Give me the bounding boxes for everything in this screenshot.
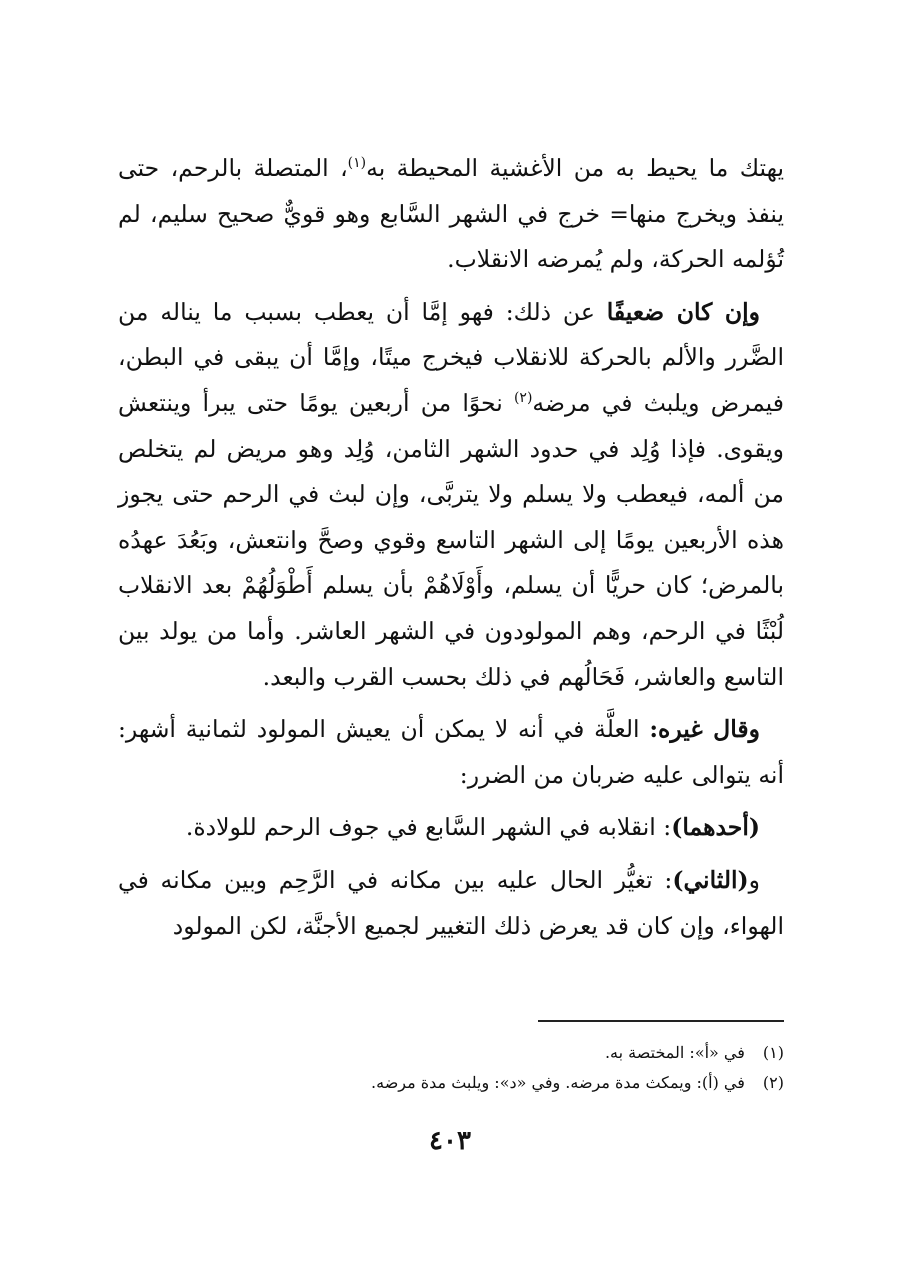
paragraph-lead: (الثاني) [672, 865, 749, 894]
paragraph-text: نحوًا من أربعين يومًا حتى يبرأ وينتعش ويقوى. فإذا وُلِد في حدود الشهر الثامن، وُلِد وهو مريض لم يتخلص من ألمه، فيعطب ولا يسلم ولا يتربَّى، وإن لبث في الرحم حتى يجوز هذه الأربعين يومًا إلى الشهر التاسع وقوي وصحَّ وانتعش، وبَعُدَ عهدُه بالمرض؛ كان حريًّا أن يسلم، وأَوْلَاهُمْ بأن يسلم أَطْوَلُهُمْ بعد الانقلاب لُبْثًا في الرحم، وهم المولودون في الشهر العاشر. وأما من يولد بين التاسع والعاشر، فَحَالُهم في ذلك بحسب القرب والبعد. [118, 388, 784, 691]
footnote-text: في «أ»: المختصة به. [604, 1043, 745, 1062]
footnote-ref-1: (١) [347, 155, 367, 172]
main-text [118, 146, 784, 956]
footnote-1 [118, 1038, 784, 1068]
paragraph-lead: وقال غيره: [649, 715, 760, 744]
paragraph-3 [118, 707, 784, 798]
paragraph-text: و [748, 865, 760, 894]
paragraph-text: العلَّة في أنه لا يمكن أن يعيش المولود لثمانية أشهر: أنه يتوالى عليه ضربان من الضرر: [118, 715, 784, 789]
footnote-number: (٢) [762, 1073, 784, 1092]
footnotes [118, 1038, 784, 1098]
footnote-2 [118, 1068, 784, 1098]
paragraph-lead: وإن كان ضعيفًا [606, 297, 760, 326]
footnote-number: (١) [762, 1043, 784, 1062]
footnote-ref-2: (٢) [513, 390, 533, 407]
footnote-divider [538, 1020, 784, 1022]
paragraph-text: عن ذلك: فهو إمَّا أن يعطب بسبب ما يناله من الضَّرر والألم بالحركة للانقلاب فيخرج ميتًا، وإمَّا أن يبقى في البطن، فيمرض ويلبث في مرضه [118, 297, 784, 417]
paragraph-1 [118, 146, 784, 283]
paragraph-text: : تغيُّر الحال عليه بين مكانه في الرَّحِم وبين مكانه في الهواء، وإن كان قد يعرض ذلك التغيير لجميع الأجنَّة، لكن المولود [118, 865, 784, 940]
paragraph-text: : انقلابه في الشهر السَّابع في جوف الرحم للولادة. [185, 813, 672, 842]
page-number: ٤٠٣ [429, 1126, 471, 1156]
paragraph-4 [118, 805, 784, 851]
footnote-text: في (أ): ويمكث مدة مرضه. وفي «د»: ويلبث مدة مرضه. [371, 1073, 745, 1092]
paragraph-text: ، المتصلة بالرحم، حتى ينفذ ويخرج منها= خرج في الشهر السَّابع وهو قويٌّ صحيح سليم، لم تُؤلمه الحركة، ولم يُمرضه الانقلاب. [118, 154, 784, 274]
paragraph-lead: (أحدهما) [671, 813, 760, 842]
paragraph-2 [118, 290, 784, 700]
paragraph-text: يهتك ما يحيط به من الأغشية المحيطة به [366, 154, 784, 182]
paragraph-5 [118, 858, 784, 949]
